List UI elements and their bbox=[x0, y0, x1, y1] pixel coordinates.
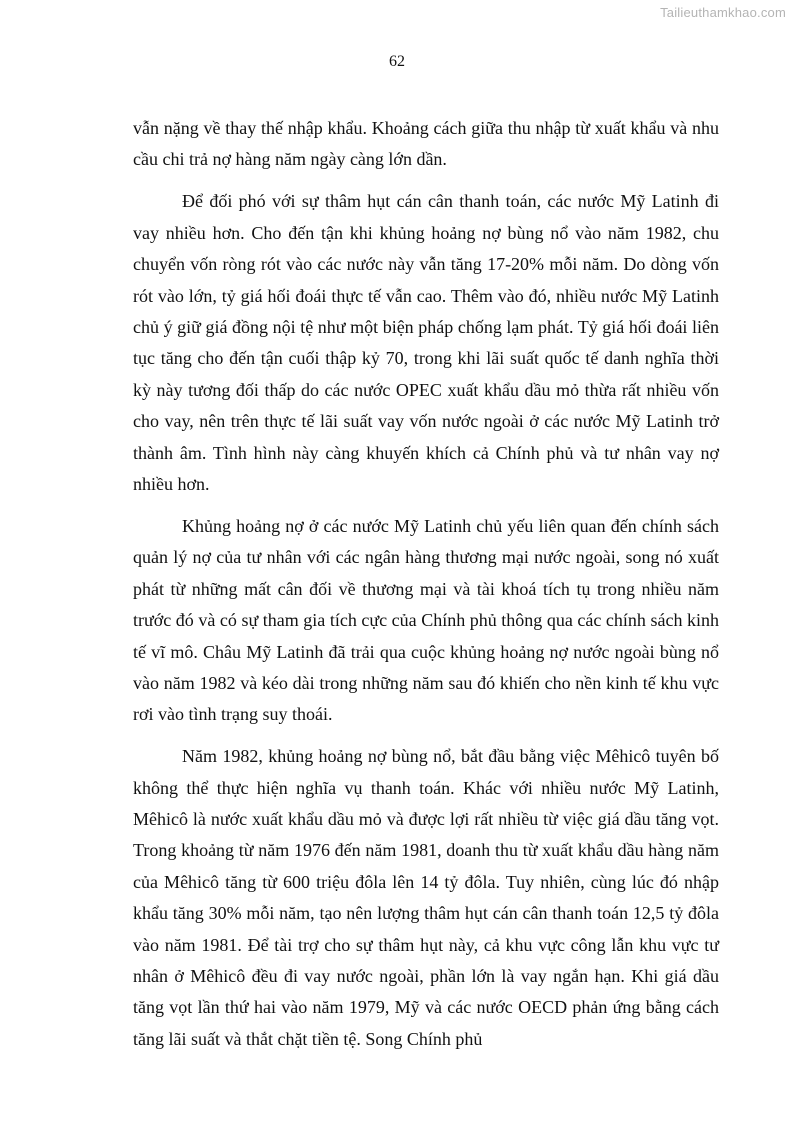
paragraph-mexico: Năm 1982, khủng hoảng nợ bùng nổ, bắt đầu bằng việc Mêhicô tuyên bố không thể thực hiện nghĩa vụ thanh toán. Khác với nhiều nước Mỹ Latinh, Mêhicô là nước xuất khẩu dầu mỏ và được lợi rất nhiều từ việc giá dầu tăng vọt. Trong khoảng từ năm 1976 đến năm 1981, doanh thu từ xuất khẩu dầu hàng năm của Mêhicô tăng từ 600 triệu đôla lên 14 tỷ đôla. Tuy nhiên, cùng lúc đó nhập khẩu tăng 30% mỗi năm, tạo nên lượng thâm hụt cán cân thanh toán 12,5 tỷ đôla vào năm 1981. Để tài trợ cho sự thâm hụt này, cả khu vực công lẫn khu vực tư nhân ở Mêhicô đều đi vay nước ngoài, phần lớn là vay ngắn hạn. Khi giá dầu tăng vọt lần thứ hai vào năm 1979, Mỹ và các nước OECD phản ứng bằng cách tăng lãi suất và thắt chặt tiền tệ. Song Chính phủ bbox=[133, 746, 719, 1049]
paragraph-borrowing: Để đối phó với sự thâm hụt cán cân thanh toán, các nước Mỹ Latinh đi vay nhiều hơn. Cho đến tận khi khủng hoảng nợ bùng nổ vào năm 1982, chu chuyển vốn ròng rót vào các nước này vẫn tăng 17-20% mỗi năm. Do dòng vốn rót vào lớn, tỷ giá hối đoái thực tế vẫn cao. Thêm vào đó, nhiều nước Mỹ Latinh chủ ý giữ giá đồng nội tệ như một biện pháp chống lạm phát. Tỷ giá hối đoái liên tục tăng cho đến tận cuối thập kỷ 70, trong khi lãi suất quốc tế danh nghĩa thời kỳ này tương đối thấp do các nước OPEC xuất khẩu dầu mỏ thừa rất nhiều vốn cho vay, nên trên thực tế lãi suất vay vốn nước ngoài ở các nước Mỹ Latinh trở thành âm. Tình hình này càng khuyến khích cả Chính phủ và tư nhân vay nợ nhiều hơn. bbox=[133, 191, 719, 494]
paragraph-debt-crisis: Khủng hoảng nợ ở các nước Mỹ Latinh chủ yếu liên quan đến chính sách quản lý nợ của tư nhân với các ngân hàng thương mại nước ngoài, song nó xuất phát từ những mất cân đối về thương mại và tài khoá tích tụ trong nhiều năm trước đó và có sự tham gia tích cực của Chính phủ thông qua các chính sách kinh tế vĩ mô. Châu Mỹ Latinh đã trải qua cuộc khủng hoảng nợ nước ngoài bùng nổ vào năm 1982 và kéo dài trong những năm sau đó khiến cho nền kinh tế khu vực rơi vào tình trạng suy thoái. bbox=[133, 515, 719, 725]
paragraph-continuation: vẫn nặng về thay thế nhập khẩu. Khoảng cách giữa thu nhập từ xuất khẩu và nhu cầu chi trả nợ hàng năm ngày càng lớn dần. bbox=[133, 118, 719, 170]
watermark: Tailieuthamkhao.com bbox=[660, 5, 786, 20]
document-body bbox=[133, 113, 719, 1066]
page-number: 62 bbox=[389, 53, 405, 70]
